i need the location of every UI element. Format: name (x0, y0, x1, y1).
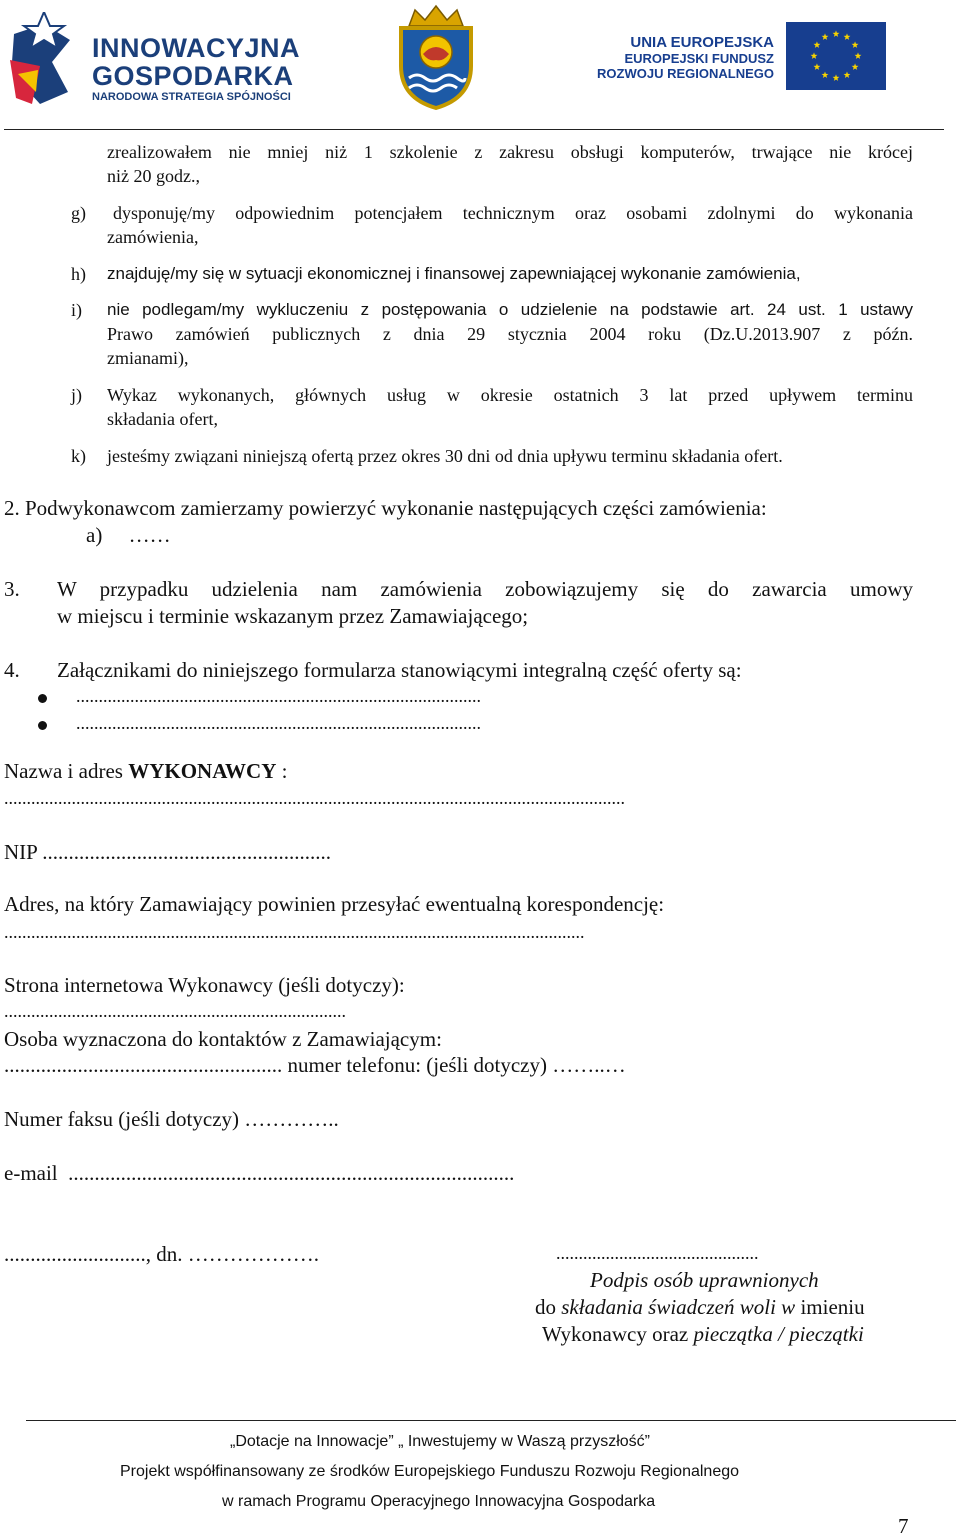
signature-line2-b: składania świadczeń woli w (561, 1295, 796, 1319)
signature-line3-b: pieczątka / pieczątki (693, 1322, 864, 1346)
attachment-item-1: .......................................................................................... (76, 686, 481, 706)
item-g-line1: dysponuję/my odpowiednim potencjałem technicznym oraz osobami zdolnymi do wykonania (113, 203, 913, 223)
eu-logo-line2: EUROPEJSKI FUNDUSZ (624, 51, 774, 66)
place-date-field[interactable]: ..........................., dn. ………………. (4, 1242, 319, 1266)
eu-logo-line1: UNIA EUROPEJSKA (630, 34, 774, 51)
coat-of-arms-icon (393, 4, 479, 110)
item-g-label: g) (71, 203, 86, 223)
item-h-line1: znajduję/my się w sytuacji ekonomicznej i finansowej zapewniającej wykonanie zamówienia, (107, 264, 801, 283)
item-j-line1: Wykaz wykonanych, głównych usług w okresie ostatnich 3 lat przed upływem terminu (107, 385, 913, 405)
page-number: 7 (898, 1514, 909, 1538)
website-field[interactable]: ............................................................................ (4, 1001, 346, 1021)
page-header (0, 0, 960, 130)
section-2: 2. Podwykonawcom zamierzamy powierzyć wykonanie następujących części zamówienia: (4, 496, 767, 520)
signature-line2-c: imieniu (795, 1295, 865, 1319)
item-i-line1: nie podlegam/my wykluczeniu z postępowania o udzielenie na podstawie art. 24 ust. 1 ustawy (107, 300, 913, 319)
footer-divider (26, 1420, 956, 1421)
signature-line3 (542, 1321, 864, 1347)
ig-logo-line1: INNOWACYJNA (92, 33, 301, 63)
bullet-icon (38, 694, 47, 703)
contractor-name-bold: WYKONAWCY (128, 759, 277, 783)
innowacyjna-gospodarka-logo-icon (10, 12, 80, 106)
signature-line3-a: Wykonawcy oraz (542, 1322, 694, 1346)
item-f-line1: zrealizowałem nie mniej niż 1 szkolenie z zakresu obsługi komputerów, trwające nie krócej (107, 142, 913, 162)
eu-flag-icon (786, 22, 886, 90)
signature-line2-a: do (535, 1295, 562, 1319)
section-3-number: 3. (4, 577, 20, 601)
signature-line2 (535, 1294, 865, 1320)
fax-field[interactable]: Numer faksu (jeśli dotyczy) ………….. (4, 1107, 339, 1131)
contractor-name-field[interactable]: .......................................................................................................................................... (4, 788, 625, 808)
contractor-name-colon: : (276, 759, 288, 783)
contact-person-label: Osoba wyznaczona do kontaktów z Zamawiającym: (4, 1027, 442, 1051)
footer-line1: „Dotacje na Innowacje” „ Inwestujemy w Waszą przyszłość” (230, 1433, 650, 1450)
section-4-line1: Załącznikami do niniejszego formularza stanowiącymi integralną część oferty są: (57, 658, 742, 682)
ig-logo-line2: GOSPODARKA (92, 61, 294, 91)
section-4-number: 4. (4, 658, 20, 682)
item-j-line2: składania ofert, (107, 409, 218, 429)
item-i-label: i) (71, 300, 82, 320)
footer-line2: Projekt współfinansowany ze środków Europejskiego Funduszu Rozwoju Regionalnego (120, 1463, 740, 1480)
item-i-line2: Prawo zamówień publicznych z dnia 29 stycznia 2004 roku (Dz.U.2013.907 z późn. (107, 324, 913, 344)
address-label: Adres, na który Zamawiający powinien przesyłać ewentualną korespondencję: (4, 892, 665, 916)
ig-logo-line3: NARODOWA STRATEGIA SPÓJNOŚCI (92, 91, 291, 103)
item-k-label: k) (71, 446, 86, 466)
item-f-line2: niż 20 godz., (107, 166, 200, 186)
bullet-icon (38, 721, 47, 730)
section-3-line2: w miejscu i terminie wskazanym przez Zamawiającego; (57, 604, 529, 628)
footer-line3: w ramach Programu Operacyjnego Innowacyjna Gospodarka (222, 1493, 656, 1510)
header-divider (4, 129, 944, 130)
item-g-line2: zamówienia, (107, 227, 199, 247)
contractor-name-text: Nazwa i adres (4, 759, 129, 783)
item-i-line3: zmianami), (107, 348, 189, 368)
email-field[interactable]: e-mail ..................................................................................... (4, 1161, 515, 1185)
item-j-label: j) (71, 385, 82, 405)
nip-field[interactable]: NIP ....................................................... (4, 840, 332, 864)
item-k-line1: jesteśmy związani niniejszą ofertą przez okres 30 dni od dnia upływu terminu składania ofert. (107, 446, 783, 466)
item-h-label: h) (71, 264, 86, 284)
website-label: Strona internetowa Wykonawcy (jeśli dotyczy): (4, 973, 405, 997)
address-field[interactable]: ................................................................................................................................. (4, 922, 585, 942)
attachment-item-2: .......................................................................................... (76, 713, 481, 733)
signature-field[interactable]: ............................................. (556, 1243, 759, 1263)
contact-person-field[interactable]: ..................................................... numer telefonu: (jeśli dotyczy) ……..… (4, 1053, 626, 1077)
section-3-line1: W przypadku udzielenia nam zamówienia zobowiązujemy się do zawarcia umowy (57, 577, 913, 601)
signature-line1: Podpis osób uprawnionych (590, 1268, 819, 1292)
section-2a: a) …… (86, 523, 171, 547)
eu-logo-line3: ROZWOJU REGIONALNEGO (597, 66, 774, 81)
contractor-name-label (4, 758, 287, 784)
